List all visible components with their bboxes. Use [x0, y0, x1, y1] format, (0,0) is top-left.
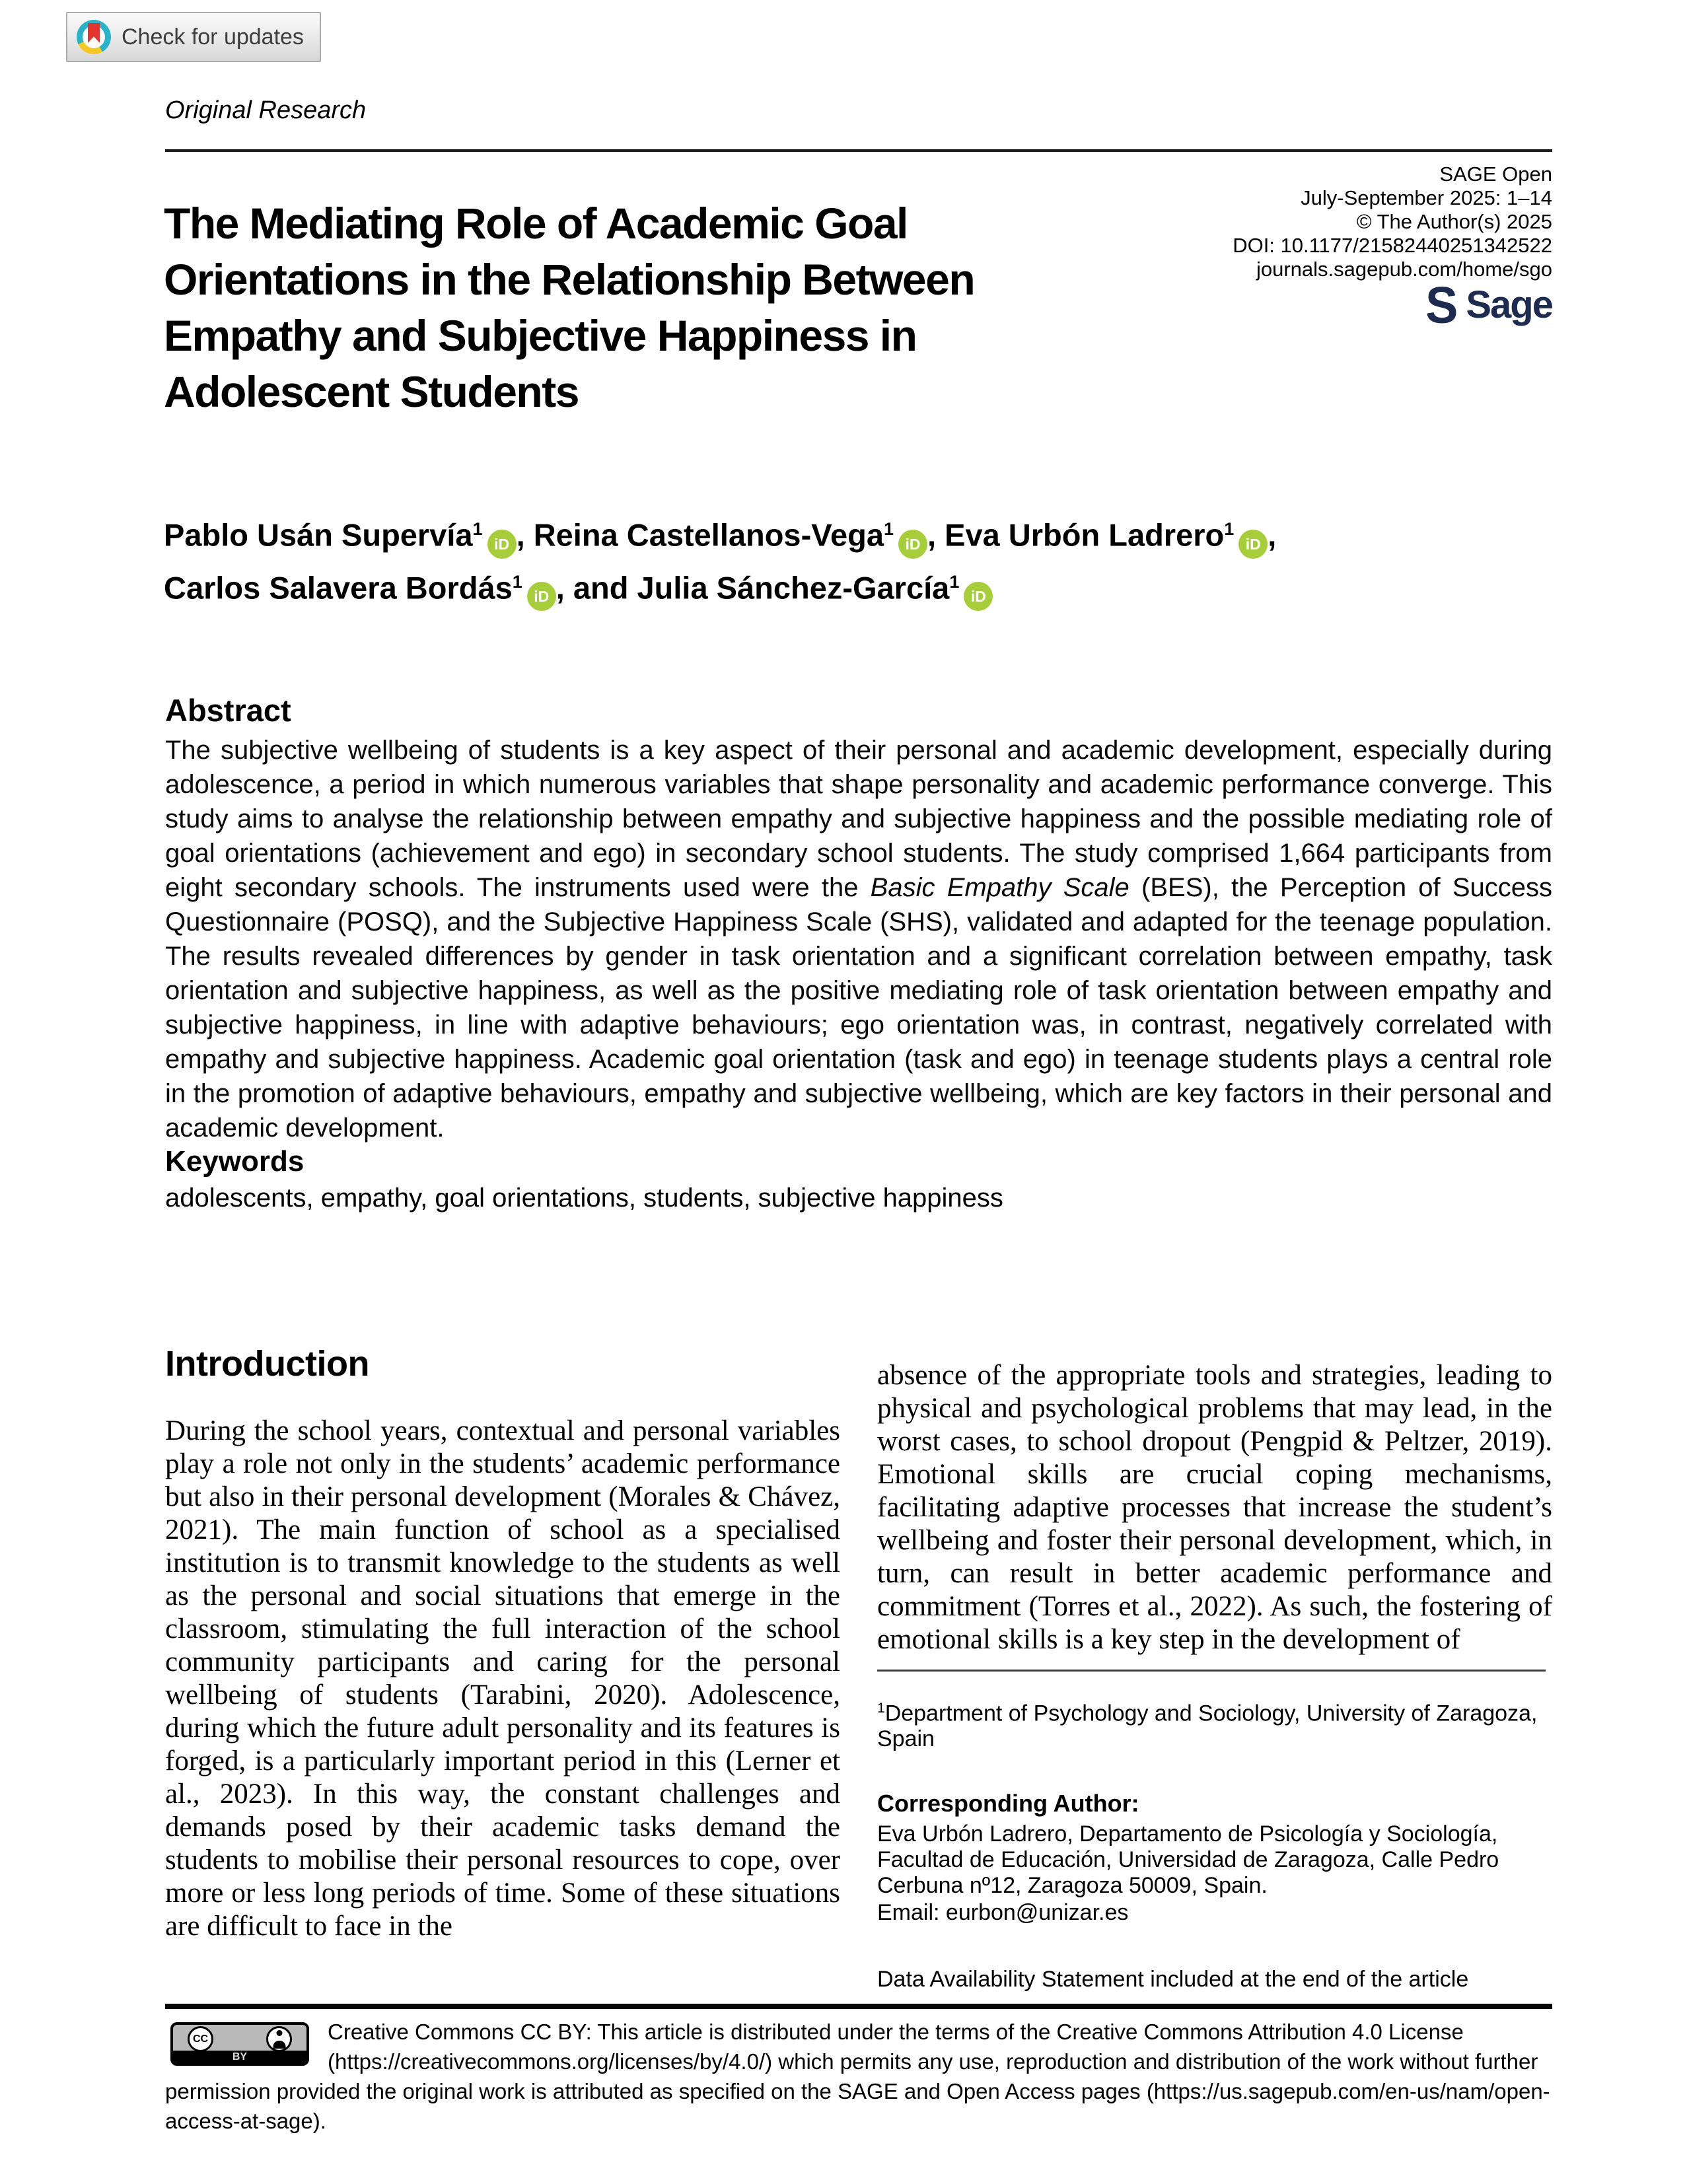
abstract-heading: Abstract: [165, 693, 291, 728]
license-section: [165, 2017, 1552, 2136]
author-name: Julia Sánchez-García: [637, 570, 950, 606]
journal-issue: July-September 2025: 1–14: [1301, 186, 1552, 209]
email-link[interactable]: eurbon@unizar.es: [945, 1900, 1129, 1926]
article-title-line: Adolescent Students: [164, 367, 579, 416]
author-affiliation-marker: 1: [512, 571, 522, 592]
article-category-label: Original Research: [165, 96, 367, 124]
author-separator: ,: [516, 517, 534, 553]
sage-logo-mark: S: [1425, 275, 1458, 334]
keywords-heading: Keywords: [165, 1145, 305, 1178]
author-name: Carlos Salavera Bordás: [164, 570, 513, 606]
person-icon: [266, 2026, 292, 2052]
author-name: Pablo Usán Supervía: [164, 517, 473, 553]
check-for-updates-button[interactable]: [66, 12, 321, 62]
article-title: [164, 195, 1320, 420]
email-label: Email:: [877, 1900, 946, 1926]
footer-divider: [165, 2004, 1552, 2009]
author-separator: ,: [927, 517, 945, 553]
author-affiliation-marker: 1: [883, 519, 894, 539]
corresponding-author-heading: Corresponding Author:: [877, 1790, 1139, 1817]
keywords-text: adolescents, empathy, goal orientations, students, subjective happiness: [165, 1183, 1003, 1213]
author-separator: , and: [556, 570, 637, 606]
author-affiliation-marker: 1: [472, 519, 483, 539]
cc-badge-icons: [173, 2025, 306, 2051]
sage-logo-wordmark: Sage: [1466, 283, 1552, 326]
journal-homepage-link[interactable]: journals.sagepub.com/home/sgo: [1256, 258, 1552, 281]
journal-doi: DOI: 10.1177/21582440251342522: [1233, 234, 1552, 257]
cc-icon: CC: [188, 2026, 213, 2052]
abstract-segment: The subjective wellbeing of students is a key aspect of their personal and academic development, especially during adolescence, a period in which numerous variables that shape personality and academic performance converge. This study aims to analyse the relationship between empathy and subjective happiness and the possible mediating role of goal orientations (achievement and ego) in secondary school students. The study comprised 1,664 participants from eight secondary schools. The instruments used were the: [165, 736, 1552, 902]
footnote-divider: [877, 1670, 1546, 1672]
article-title-line: Orientations in the Relationship Between: [164, 255, 975, 304]
article-title-line: The Mediating Role of Academic Goal: [164, 199, 908, 248]
author-affiliation-marker: 1: [1224, 519, 1235, 539]
email-line: [877, 1900, 1552, 1926]
intro-column-left: During the school years, contextual and personal variables play a role not only in the students’ academic performance but also in their personal development (Morales & Chávez, 2021). The main function of school as a specialised institution is to transmit knowledge to the students as well as the personal and social situations that emerge in the classroom, stimulating the full interaction of the school community participants and caring for the personal wellbeing of students (Tarabini, 2020). Adolescence, during which the future adult personality and its features is forged, is a particularly important period in this (Lerner et al., 2023). In this way, the constant challenges and demands posed by their academic tasks demand the students to mobilise their personal resources to cope, over more or less long periods of time. Some of these situations are difficult to face in the: [165, 1415, 840, 1942]
cc-by-badge[interactable]: [170, 2022, 309, 2066]
footnote-block: [877, 1670, 1552, 1992]
abstract-segment: (BES), the Perception of Success Questionnaire (POSQ), and the Subjective Happiness Scale (SHS), validated and adapted for the teenage population. The results revealed differences by gender in task orientation and a significant correlation between empathy, task orientation and subjective happiness, as well as the positive mediating role of task orientation between empathy and subjective happiness, in line with adaptive behaviours; ego orientation was, in contrast, negatively correlated with empathy and subjective happiness. Academic goal orientation (task and ego) in teenage students plays a central role in the promotion of adaptive behaviours, empathy and subjective wellbeing, which are key factors in their personal and academic development.: [165, 873, 1553, 1143]
author-list: [164, 506, 1353, 611]
affiliation-marker: 1: [877, 1701, 885, 1716]
affiliation-text: Department of Psychology and Sociology, University of Zaragoza, Spain: [877, 1701, 1538, 1752]
author-affiliation-marker: 1: [949, 571, 960, 592]
orcid-icon[interactable]: iD: [898, 530, 927, 559]
data-availability-note: Data Availability Statement included at the end of the article: [877, 1967, 1469, 1992]
abstract-text: [165, 733, 1552, 1145]
author-name: Reina Castellanos-Vega: [533, 517, 884, 553]
orcid-icon[interactable]: iD: [964, 582, 993, 611]
article-title-line: Empathy and Subjective Happiness in: [164, 311, 917, 360]
orcid-icon[interactable]: iD: [527, 582, 556, 611]
affiliation-note: [877, 1695, 1552, 1752]
intro-column-right: absence of the appropriate tools and strategies, leading to physical and psychological problems that may lead, in the worst cases, to school dropout (Pengpid & Peltzer, 2019). Emotional skills are crucial coping mechanisms, facilitating adaptive processes that increase the student’s wellbeing and foster their personal development, which, in turn, can result in better academic performance and commitment (Torres et al., 2022). As such, the fostering of emotional skills is a key step in the development of: [877, 1360, 1552, 1655]
journal-name: SAGE Open: [1439, 162, 1552, 186]
license-text: Creative Commons CC BY: This article is distributed under the terms of the Creative Commons Attribution 4.0 License (https://creativecommons.org/licenses/by/4.0/) which permits any use, reproduction and distribution of the work without further permission provided the original work is attributed as specified on the SAGE and Open Access pages (https://us.sagepub.com/en-us/nam/open-access-at-sage).: [165, 2020, 1550, 2133]
header-divider: [165, 149, 1552, 152]
cc-by-label: BY: [173, 2051, 306, 2063]
abstract-italic-segment: Basic Empathy Scale: [870, 873, 1129, 902]
orcid-icon[interactable]: iD: [487, 530, 517, 559]
crossref-icon: [77, 20, 111, 54]
author-name: Eva Urbón Ladrero: [945, 517, 1225, 553]
corresponding-author-text: Eva Urbón Ladrero, Departamento de Psicología y Sociología, Facultad de Educación, Universidad de Zaragoza, Calle Pedro Cerbuna nº12, Zaragoza 50009, Spain.: [877, 1821, 1499, 1899]
introduction-heading: Introduction: [165, 1344, 369, 1384]
orcid-icon[interactable]: iD: [1238, 530, 1268, 559]
author-separator: ,: [1268, 517, 1277, 553]
journal-copyright: © The Author(s) 2025: [1356, 210, 1552, 233]
check-for-updates-label: Check for updates: [122, 24, 304, 50]
